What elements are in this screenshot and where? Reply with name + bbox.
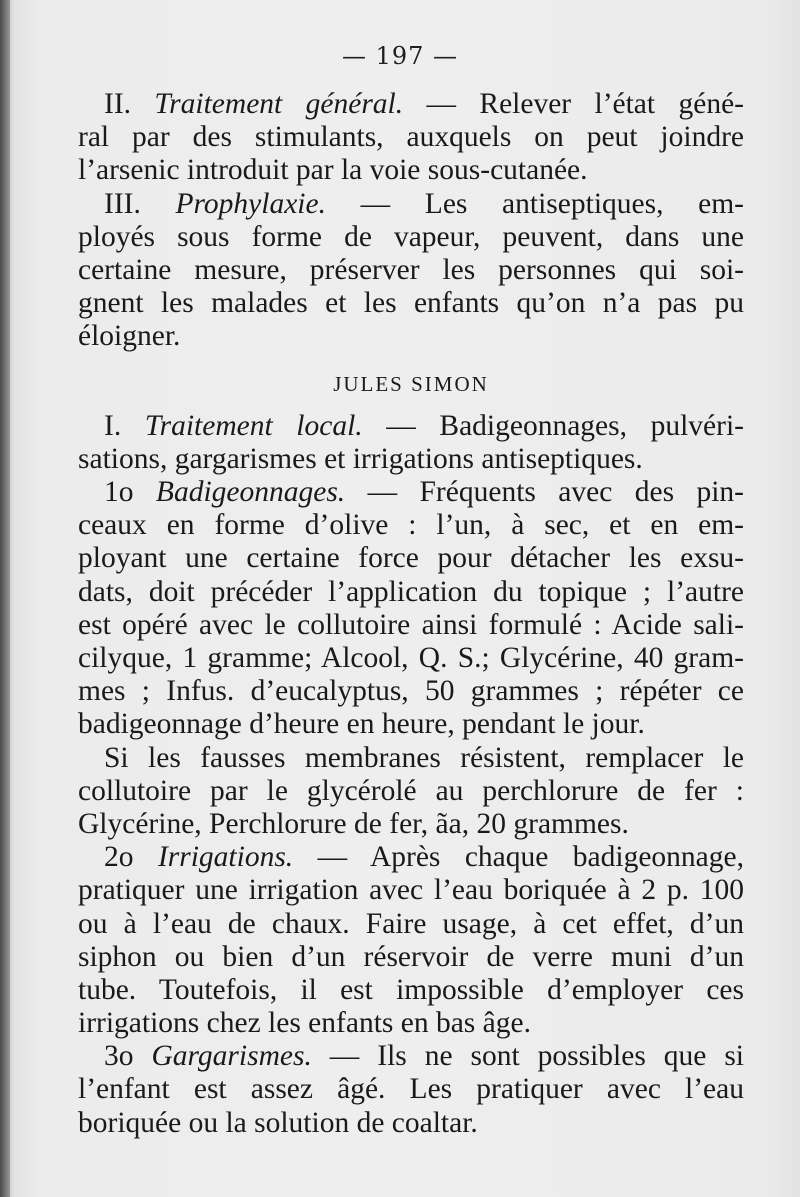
section-heading: JULES SIMON	[333, 371, 489, 396]
text-line	[78, 1107, 744, 1140]
text-run: sations, gargarismes et irrigations antiseptiques.	[78, 442, 643, 475]
text-run: ou à l’eau de chaux. Faire usage, à cet effet, d’un	[78, 907, 744, 940]
text-run: gnent les malades et les enfants qu’on n’a pas pu	[78, 287, 744, 320]
text-run: III.	[104, 187, 176, 220]
text-run: tube. Toutefois, il est impossible d’employer ces	[78, 973, 744, 1006]
italic-run: Prophylaxie.	[175, 187, 326, 220]
text-line	[78, 974, 744, 1007]
italic-run: Traitement local.	[144, 409, 363, 442]
text-line	[78, 1040, 744, 1073]
italic-run: Irrigations.	[157, 841, 294, 874]
text-line	[78, 154, 744, 187]
text-run: éloigner.	[78, 320, 181, 353]
text-run: — Les antiseptiques, em-	[325, 187, 744, 220]
text-line	[78, 642, 744, 675]
text-run: ral par des stimulants, auxquels on peut joindre	[78, 121, 744, 154]
text-run: collutoire par le glycérolé au perchlorure de fer :	[78, 774, 744, 807]
text-run: ceaux en forme d’olive : l’un, à sec, et en em-	[78, 509, 744, 542]
italic-run: Badigeonnages.	[155, 476, 346, 509]
page-body-text	[78, 88, 744, 1140]
text-run: — Après chaque badigeonnage,	[293, 841, 744, 874]
text-line	[78, 576, 744, 609]
text-run: — Badigeonnages, pulvéri-	[362, 409, 744, 442]
text-run: l’arsenic introduit par la voie sous-cutanée.	[78, 154, 588, 187]
text-line	[78, 320, 744, 353]
italic-run: Traitement général.	[154, 88, 404, 120]
text-line	[78, 88, 744, 121]
text-line	[78, 542, 744, 575]
text-run: — Relever l’état géné-	[403, 88, 744, 120]
text-line	[78, 742, 744, 775]
text-run: l’enfant est assez âgé. Les pratiquer avec l’eau	[78, 1073, 744, 1106]
text-line	[78, 509, 744, 542]
text-line	[78, 1073, 744, 1106]
text-run: I.	[104, 409, 145, 442]
text-run: dats, doit précéder l’application du topique ; l’autre	[78, 575, 744, 608]
text-line	[78, 1007, 744, 1040]
text-line	[78, 908, 744, 941]
text-line	[78, 874, 744, 907]
text-run: — Fréquents avec des pin-	[345, 476, 745, 509]
text-run: ployés sous forme de vapeur, peuvent, dans une	[78, 220, 744, 253]
text-line	[78, 287, 744, 320]
text-line	[78, 775, 744, 808]
page-number: — 197 —	[341, 42, 459, 70]
text-line	[78, 808, 744, 841]
text-run: Si les fausses membranes résistent, remplacer le	[104, 741, 744, 774]
text-line	[78, 841, 744, 874]
text-run: cilyque, 1 gramme; Alcool, Q. S.; Glycérine, 40 gram-	[78, 642, 744, 674]
text-line	[78, 443, 744, 476]
italic-run: Gargarismes.	[151, 1040, 312, 1073]
text-run: mes ; Infus. d’eucalyptus, 50 grammes ; répéter ce	[78, 675, 744, 708]
text-run: 3o	[104, 1040, 152, 1073]
text-run: ployant une certaine force pour détacher les exsu-	[78, 542, 744, 575]
text-run: — Ils ne sont possibles que si	[311, 1040, 745, 1073]
text-line	[78, 121, 744, 154]
text-run: badigeonnage d’heure en heure, pendant le jour.	[78, 708, 645, 741]
text-line	[78, 476, 744, 509]
text-line	[78, 254, 744, 287]
text-run: siphon ou bien d’un réservoir de verre muni d’un	[78, 940, 744, 973]
text-run: est opéré avec le collutoire ainsi formulé : Acide sali-	[78, 608, 744, 641]
text-run: 2o	[104, 841, 158, 874]
text-run: boriquée ou la solution de coaltar.	[78, 1106, 478, 1139]
text-run: irrigations chez les enfants en bas âge.	[78, 1007, 531, 1040]
text-line	[78, 675, 744, 708]
text-run: 1o	[104, 476, 156, 509]
text-line	[78, 941, 744, 974]
text-run: certaine mesure, préserver les personnes qui soi-	[78, 253, 744, 286]
text-line	[78, 221, 744, 254]
text-line	[78, 410, 744, 443]
text-run: II.	[104, 88, 155, 120]
text-line	[78, 188, 744, 221]
text-line	[78, 609, 744, 642]
text-run: pratiquer une irrigation avec l’eau boriquée à 2 p. 100	[78, 874, 744, 907]
text-line	[78, 708, 744, 741]
page-binding-shadow	[0, 0, 10, 1197]
text-run: Glycérine, Perchlorure de fer, ãa, 20 grammes.	[78, 807, 629, 840]
